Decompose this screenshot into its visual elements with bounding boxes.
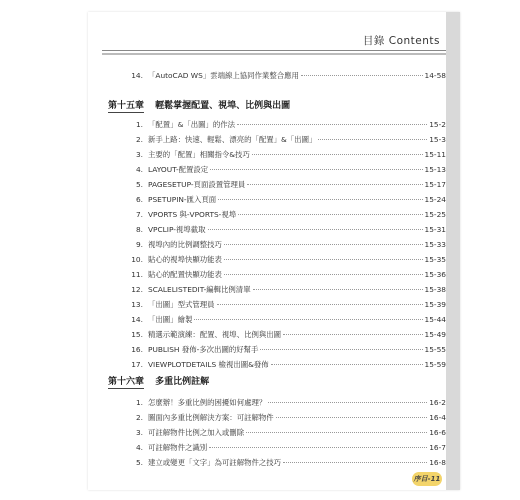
page-header-title: 目錄 Contents bbox=[362, 35, 440, 47]
entry-page: 16-8 bbox=[429, 458, 446, 467]
entry-page: 16-6 bbox=[429, 428, 446, 437]
entry-page: 16-4 bbox=[429, 413, 446, 422]
leader-dots bbox=[260, 349, 422, 350]
entry-number: 8. bbox=[135, 225, 143, 234]
entry-number: 10. bbox=[131, 255, 143, 264]
toc-entry bbox=[128, 178, 446, 191]
toc-entry bbox=[128, 193, 446, 206]
toc-entry bbox=[128, 456, 446, 469]
entry-page: 15-17 bbox=[424, 180, 446, 189]
leader-dots bbox=[268, 402, 427, 403]
entry-title: 貼心的視埠快顯功能表 bbox=[148, 255, 222, 264]
leader-dots bbox=[208, 229, 423, 230]
document-page bbox=[88, 12, 460, 490]
entry-page: 15-31 bbox=[424, 225, 446, 234]
toc-entry bbox=[128, 268, 446, 281]
entry-title: 可註解物件之識別 bbox=[148, 443, 208, 452]
entry-title: 「配置」&「出圖」的作法 bbox=[148, 120, 236, 129]
entry-number: 9. bbox=[135, 240, 143, 249]
chapter-16-heading bbox=[108, 374, 209, 389]
chapter-title: 輕鬆掌握配置、視埠、比例與出圖 bbox=[155, 101, 291, 111]
entry-number: 11. bbox=[131, 270, 143, 279]
toc-entry bbox=[128, 118, 446, 131]
entry-number: 12. bbox=[131, 285, 143, 294]
entry-page: 15-49 bbox=[424, 330, 446, 339]
entry-title: 「AutoCAD WS」雲端線上協同作業整合應用 bbox=[148, 71, 299, 80]
leader-dots bbox=[218, 199, 422, 200]
entry-page: 15-33 bbox=[424, 240, 446, 249]
entry-title: 視埠內的比例調整技巧 bbox=[148, 240, 222, 249]
entry-page: 15-13 bbox=[424, 165, 446, 174]
entry-number: 2. bbox=[135, 135, 143, 144]
toc-entry bbox=[128, 396, 446, 409]
toc-entry bbox=[128, 313, 446, 326]
entry-title: LAYOUT-配置設定 bbox=[148, 165, 209, 174]
leader-dots bbox=[283, 334, 422, 335]
entry-title: 圖面內多重比例解決方案：可註解物件 bbox=[148, 413, 274, 422]
entry-title: 新手上路：快速、輕鬆、漂亮的「配置」&「出圖」 bbox=[148, 135, 317, 144]
toc-entry-14-58 bbox=[128, 69, 446, 82]
entry-page: 15-38 bbox=[424, 285, 446, 294]
leader-dots bbox=[253, 289, 423, 290]
leader-dots bbox=[224, 244, 423, 245]
toc-entry bbox=[128, 208, 446, 221]
toc-entry bbox=[128, 441, 446, 454]
entry-number: 3. bbox=[135, 428, 143, 437]
leader-dots bbox=[237, 124, 427, 125]
header-rule bbox=[102, 50, 446, 51]
entry-page: 15-55 bbox=[424, 345, 446, 354]
entry-number: 1. bbox=[135, 398, 143, 407]
page-edge-strip bbox=[446, 12, 460, 490]
entry-title: SCALELISTEDIT-編輯比例清單 bbox=[148, 285, 251, 294]
entry-number: 13. bbox=[131, 300, 143, 309]
entry-page: 15-2 bbox=[429, 120, 446, 129]
chapter-number: 第十五章 bbox=[108, 98, 144, 113]
toc-entry bbox=[128, 298, 446, 311]
leader-dots bbox=[283, 462, 427, 463]
entry-number: 2. bbox=[135, 413, 143, 422]
entry-number: 16. bbox=[131, 345, 143, 354]
entry-number: 6. bbox=[135, 195, 143, 204]
entry-number: 1. bbox=[135, 120, 143, 129]
leader-dots bbox=[301, 75, 423, 76]
entry-title: 主要的「配置」相關指令&技巧 bbox=[148, 150, 250, 159]
entry-page: 15-35 bbox=[424, 255, 446, 264]
entry-page: 15-39 bbox=[424, 300, 446, 309]
header-rule-secondary bbox=[102, 53, 446, 55]
leader-dots bbox=[209, 447, 427, 448]
entry-number: 3. bbox=[135, 150, 143, 159]
entry-number: 14. bbox=[131, 315, 143, 324]
entry-page: 15-36 bbox=[424, 270, 446, 279]
leader-dots bbox=[246, 432, 427, 433]
entry-page: 15-44 bbox=[424, 315, 446, 324]
entry-number: 5. bbox=[135, 180, 143, 189]
page-number-badge: 序目-11 bbox=[412, 472, 442, 486]
leader-dots bbox=[271, 364, 423, 365]
entry-number: 17. bbox=[131, 360, 143, 369]
entry-title: VPCLIP-視埠截取 bbox=[148, 225, 206, 234]
entry-title: VIEWPLOTDETAILS 檢視出圖&發佈 bbox=[148, 360, 269, 369]
toc-entry bbox=[128, 253, 446, 266]
leader-dots bbox=[318, 139, 427, 140]
entry-title: PSETUPIN-匯入頁面 bbox=[148, 195, 217, 204]
entry-title: 貼心的配置快顯功能表 bbox=[148, 270, 222, 279]
entry-title: 建立或變更「文字」為可註解物件之技巧 bbox=[148, 458, 282, 467]
leader-dots bbox=[276, 417, 428, 418]
entry-title: PUBLISH 發佈-多次出圖的好幫手 bbox=[148, 345, 259, 354]
entry-page: 15-11 bbox=[424, 150, 446, 159]
entry-title: PAGESETUP-頁面設置管理員 bbox=[148, 180, 246, 189]
entry-page: 15-24 bbox=[424, 195, 446, 204]
entry-title: 「出圖」型式管理員 bbox=[148, 300, 215, 309]
entry-number: 4. bbox=[135, 443, 143, 452]
toc-entry bbox=[128, 238, 446, 251]
entry-page: 14-58 bbox=[424, 71, 446, 80]
entry-page: 16-7 bbox=[429, 443, 446, 452]
entry-number: 5. bbox=[135, 458, 143, 467]
entry-title: 怎麼辦！多重比例的困擾如何處理？ bbox=[148, 398, 267, 407]
toc-entry bbox=[128, 426, 446, 439]
entry-number: 7. bbox=[135, 210, 143, 219]
toc-entry bbox=[128, 163, 446, 176]
entry-number: 15. bbox=[131, 330, 143, 339]
toc-entry bbox=[128, 223, 446, 236]
entry-number: 14. bbox=[131, 71, 143, 80]
entry-title: VPORTS 與-VPORTS-視埠 bbox=[148, 210, 237, 219]
toc-entry bbox=[128, 328, 446, 341]
entry-page: 15-59 bbox=[424, 360, 446, 369]
leader-dots bbox=[224, 274, 423, 275]
toc-entry bbox=[128, 358, 446, 371]
leader-dots bbox=[238, 214, 422, 215]
leader-dots bbox=[217, 304, 423, 305]
toc-entry bbox=[128, 133, 446, 146]
leader-dots bbox=[247, 184, 422, 185]
entry-page: 15-3 bbox=[429, 135, 446, 144]
entry-page: 16-2 bbox=[429, 398, 446, 407]
toc-entry bbox=[128, 343, 446, 356]
entry-number: 4. bbox=[135, 165, 143, 174]
chapter-number: 第十六章 bbox=[108, 374, 144, 389]
chapter-title: 多重比例註解 bbox=[155, 377, 210, 387]
entry-title: 可註解物件比例之加入或刪除 bbox=[148, 428, 245, 437]
leader-dots bbox=[224, 259, 423, 260]
chapter-15-heading bbox=[108, 98, 290, 113]
toc-entry bbox=[128, 283, 446, 296]
leader-dots bbox=[210, 169, 422, 170]
toc-entry bbox=[128, 148, 446, 161]
leader-dots bbox=[252, 154, 423, 155]
entry-page: 15-25 bbox=[424, 210, 446, 219]
leader-dots bbox=[194, 319, 422, 320]
entry-title: 精選示範演練：配置、視埠、比例與出圖 bbox=[148, 330, 282, 339]
toc-entry bbox=[128, 411, 446, 424]
entry-title: 「出圖」繪製 bbox=[148, 315, 193, 324]
